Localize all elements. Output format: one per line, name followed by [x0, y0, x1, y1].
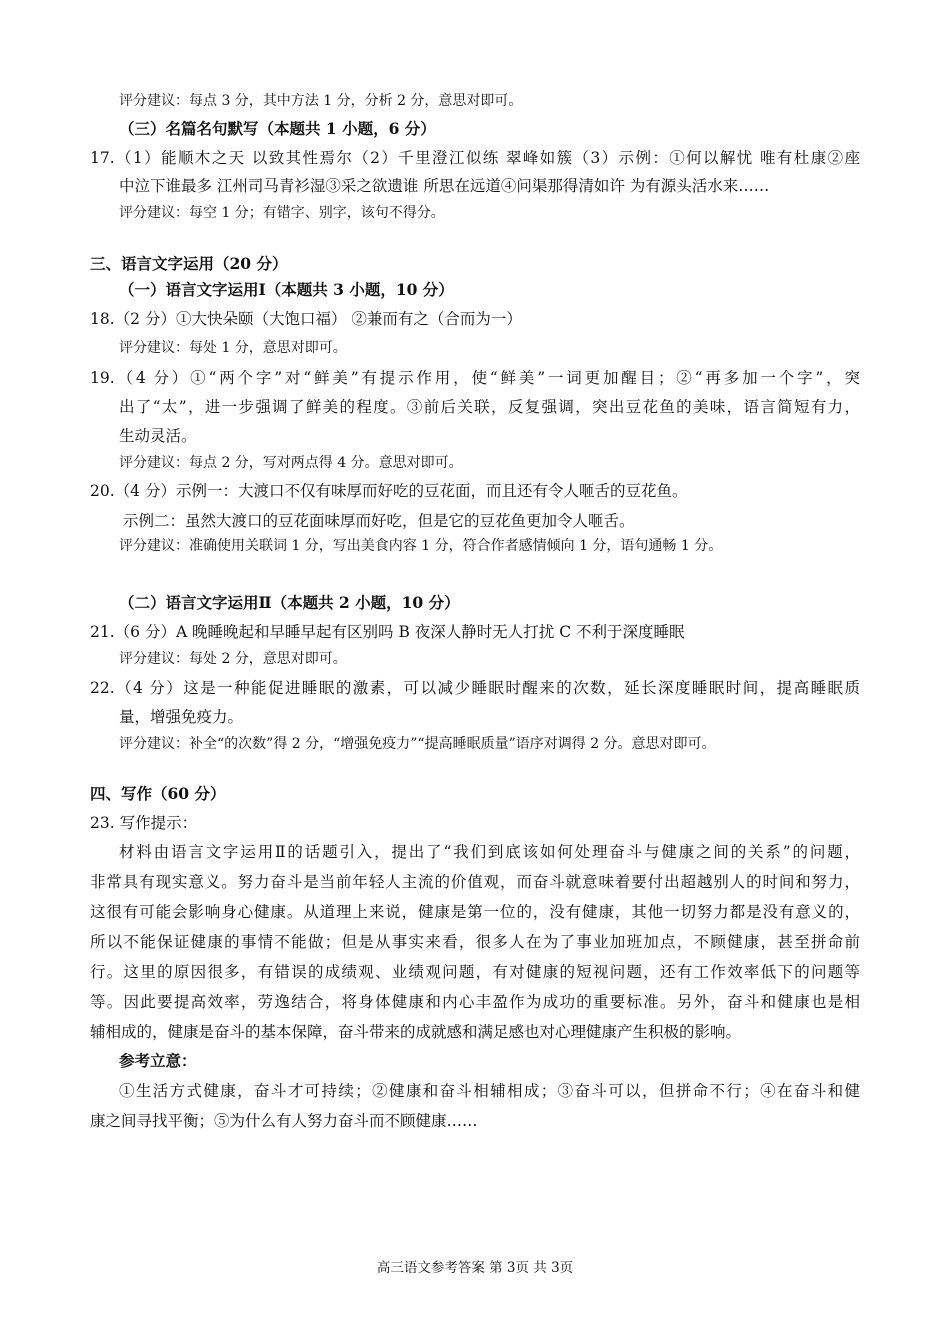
q22-answer-line1: 22.（4 分）这是一种能促进睡眠的激素，可以减少睡眠时醒来的次数，延长深度睡眠时间，提高睡眠质	[90, 679, 860, 697]
reference-theme-line2: 康之间寻找平衡；⑤为什么有人努力奋斗而不顾健康……	[90, 1112, 478, 1130]
q19-answer-line2: 出了“太”，进一步强调了鲜美的程度。③前后关联，反复强调，突出豆花鱼的美味，语言简短有力，	[119, 398, 860, 416]
q19-answer-line3: 生动灵活。	[119, 427, 197, 445]
paragraph-line: 这很有可能会影响身心健康。从道理上来说，健康是第一位的，没有健康，其他一切努力都是没有意义的，	[90, 903, 860, 921]
page-footer: 高三语文参考答案 第 3页 共 3页	[376, 1260, 574, 1276]
section-3-heading: （三）名篇名句默写（本题共 1 小题，6 分）	[119, 119, 436, 138]
reference-theme-line1: ①生活方式健康，奋斗才可持续；②健康和奋斗相辅相成；③奋斗可以，但拼命不行；④在奋斗和健	[119, 1082, 860, 1100]
part-4-heading: 四、写作（60 分）	[90, 784, 226, 803]
part-3-subsection-2-heading: （二）语言文字运用Ⅱ（本题共 2 小题，10 分）	[119, 593, 460, 612]
paragraph-line: 等。因此要提高效率，劳逸结合，将身体健康和内心丰盈作为成功的重要标准。另外，奋斗和健康也是相	[90, 993, 860, 1011]
part-3-subsection-1-heading: （一）语言文字运用Ⅰ（本题共 3 小题，10 分）	[119, 280, 454, 299]
q17-answer-line2: 中泣下谁最多 江州司马青衫湿③采之欲遗谁 所思在远道④问渠那得清如许 为有源头活水来……	[119, 177, 770, 195]
paragraph-line: 所以不能保证健康的事情不能做；但是从事实来看，很多人在为了事业加班加点，不顾健康，甚至拼命前	[90, 933, 860, 951]
part-3-heading: 三、语言文字运用（20 分）	[90, 254, 288, 273]
q20-answer-line2: 示例二：虽然大渡口的豆花面味厚而好吃，但是它的豆花鱼更加令人咂舌。	[123, 512, 635, 530]
q20-answer-line1: 20.（4 分）示例一：大渡口不仅有味厚而好吃的豆花面，而且还有令人咂舌的豆花鱼。	[90, 482, 688, 500]
q19-answer-line1: 19.（4 分）①“两个字”对“鲜美”有提示作用，使“鲜美”一词更加醒目；②“再多加一个字”，突	[90, 369, 860, 387]
q17-answer-line1: 17.（1）能顺木之天 以致其性焉尔（2）千里澄江似练 翠峰如簇（3）示例：①何以解忧 唯有杜康②座	[90, 149, 860, 167]
paragraph-line: 非常具有现实意义。努力奋斗是当前年轻人主流的价值观，而奋斗就意味着要付出超越别人的时间和努力，	[90, 873, 860, 891]
reference-theme-heading: 参考立意：	[119, 1051, 197, 1070]
q19-scoring-note: 评分建议：每点 2 分，写对两点得 4 分。意思对即可。	[119, 455, 463, 471]
q20-scoring-note: 评分建议：准确使用关联词 1 分，写出美食内容 1 分，符合作者感情倾向 1 分，语句通畅 1 分。	[119, 538, 723, 554]
q22-scoring-note: 评分建议：补全“的次数”得 2 分，“增强免疫力”“提高睡眠质量”语序对调得 2 分。意思对即可。	[119, 736, 716, 752]
q18-answer: 18.（2 分）①大快朵颐（大饱口福） ②兼而有之（合而为一）	[90, 310, 522, 328]
paragraph-line: 行。这里的原因很多，有错误的成绩观、业绩观问题，有对健康的短视问题，还有工作效率低下的问题等	[90, 963, 860, 981]
paragraph-line: 辅相成的，健康是奋斗的基本保障，奋斗带来的成就感和满足感也对心理健康产生积极的影响。	[90, 1023, 742, 1041]
q16-scoring-note: 评分建议：每点 3 分，其中方法 1 分，分析 2 分，意思对即可。	[119, 93, 523, 109]
q23-heading: 23. 写作提示：	[90, 814, 198, 832]
q17-scoring-note: 评分建议：每空 1 分；有错字、别字，该句不得分。	[119, 205, 445, 221]
q21-scoring-note: 评分建议：每处 2 分，意思对即可。	[119, 651, 347, 667]
q18-scoring-note: 评分建议：每处 1 分，意思对即可。	[119, 340, 347, 356]
q21-answer: 21.（6 分）A 晚睡晚起和早睡早起有区别吗 B 夜深人静时无人打扰 C 不利于深度睡眠	[90, 623, 685, 641]
q22-answer-line2: 量，增强免疫力。	[119, 708, 244, 726]
paragraph-line: 材料由语言文字运用Ⅱ的话题引入，提出了“我们到底该如何处理奋斗与健康之间的关系”的问题，	[119, 843, 860, 861]
